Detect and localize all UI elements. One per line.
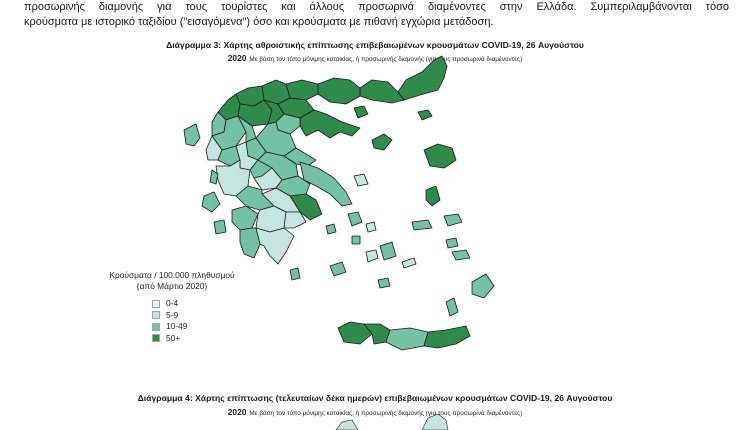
- region-rhodes: [472, 274, 494, 298]
- region-kefalonia: [202, 192, 220, 212]
- legend-item-5-9: [152, 310, 248, 321]
- figure-4-subtitle: [0, 407, 750, 417]
- region-tinos: [366, 222, 376, 232]
- region-kea: [326, 224, 336, 234]
- region-milos: [330, 262, 346, 276]
- region-santorini: [378, 278, 390, 288]
- region-thrace-east: [398, 56, 447, 100]
- region-ilia: [232, 206, 258, 230]
- region-samos: [444, 214, 462, 226]
- region-chios: [426, 186, 440, 206]
- figure-4-note: Με βάση τον τόπο μόνιμης κατοικίας, ή προσωρινής διαμονής (για τους προσωρινά διαμένοντες): [249, 410, 523, 417]
- region-crete-heraklion: [386, 328, 428, 350]
- figure-4-caption: Διάγραμμα 4: Χάρτης επίπτωσης (τελευταίων δέκα ημερών) επιβεβαιωμένων κρουσμάτων COVID-19, 26 Αυγούστου: [137, 393, 613, 403]
- figure-3-note: Με βάση τον τόπο μόνιμης κατοικίας, ή προσωρινής διαμονής (για τους προσωρινά διαμένοντες): [249, 56, 523, 63]
- region-corfu: [184, 124, 200, 146]
- legend-label-0-4: 0-4: [166, 298, 179, 308]
- region-map2-macedonia: [336, 420, 358, 430]
- map-legend: [96, 270, 248, 344]
- legend-label-5-9: 5-9: [166, 309, 179, 320]
- legend-item-50plus: [152, 333, 248, 344]
- legend-swatch-10-49: [152, 323, 160, 331]
- intro-line-2: κρούσματα με ιστορικό ταξιδίου ("εισαγόμενα") όσο και κρούσματα με πιθανή εγχώρια μετάδοση.: [24, 16, 494, 28]
- region-karpathos: [446, 298, 458, 316]
- region-paros: [366, 250, 378, 262]
- region-lakonia: [256, 228, 294, 264]
- region-thrace-west: [360, 80, 404, 103]
- figure-3-year: 2020: [227, 53, 247, 63]
- region-andros: [348, 212, 362, 226]
- legend-label-10-49: 10-49: [166, 321, 188, 331]
- legend-swatch-0-4: [152, 300, 160, 308]
- region-thasos: [354, 106, 368, 118]
- figure-3-caption: Διάγραμμα 3: Χάρτης αθροιστικής επίπτωσης επιβεβαιωμένων κρουσμάτων COVID-19, 26 Αυγούστου: [166, 40, 584, 50]
- region-arkadia: [256, 206, 286, 232]
- region-zakynthos: [214, 220, 226, 234]
- legend-swatch-5-9: [152, 311, 160, 319]
- legend-item-10-49: [152, 321, 248, 332]
- figure-4-year: 2020: [227, 407, 247, 417]
- legend-item-0-4: [152, 298, 248, 309]
- region-chalkidiki: [300, 110, 360, 138]
- region-syros: [352, 236, 360, 244]
- region-thessaloniki-north: [286, 80, 318, 100]
- legend-swatch-50plus: [152, 334, 160, 342]
- region-kos: [452, 250, 470, 260]
- region-lesvos: [424, 144, 456, 168]
- region-samothraki: [418, 110, 432, 120]
- region-naxos: [380, 242, 396, 260]
- region-amorgos: [402, 258, 416, 268]
- legend-title-1: Κρούσματα / 100.000 πληθυσμού: [109, 270, 235, 280]
- region-kalymnos: [446, 238, 458, 248]
- region-skyros: [354, 174, 368, 186]
- region-crete-lasithi: [424, 326, 470, 348]
- region-ikaria: [412, 220, 432, 230]
- legend-title-2: (από Μάρτιο 2020): [136, 281, 208, 291]
- region-macedonia-east: [318, 78, 360, 104]
- intro-line-1: προσωρινής διαμονής για τους τουρίστες και άλλους προσωρινά διαμένοντες στην Ελλάδα. Συμπεριλαμβάνονται τόσο: [24, 1, 729, 13]
- region-kythira: [290, 268, 300, 280]
- region-limnos: [372, 134, 392, 150]
- legend-label-50plus: 50+: [166, 332, 181, 343]
